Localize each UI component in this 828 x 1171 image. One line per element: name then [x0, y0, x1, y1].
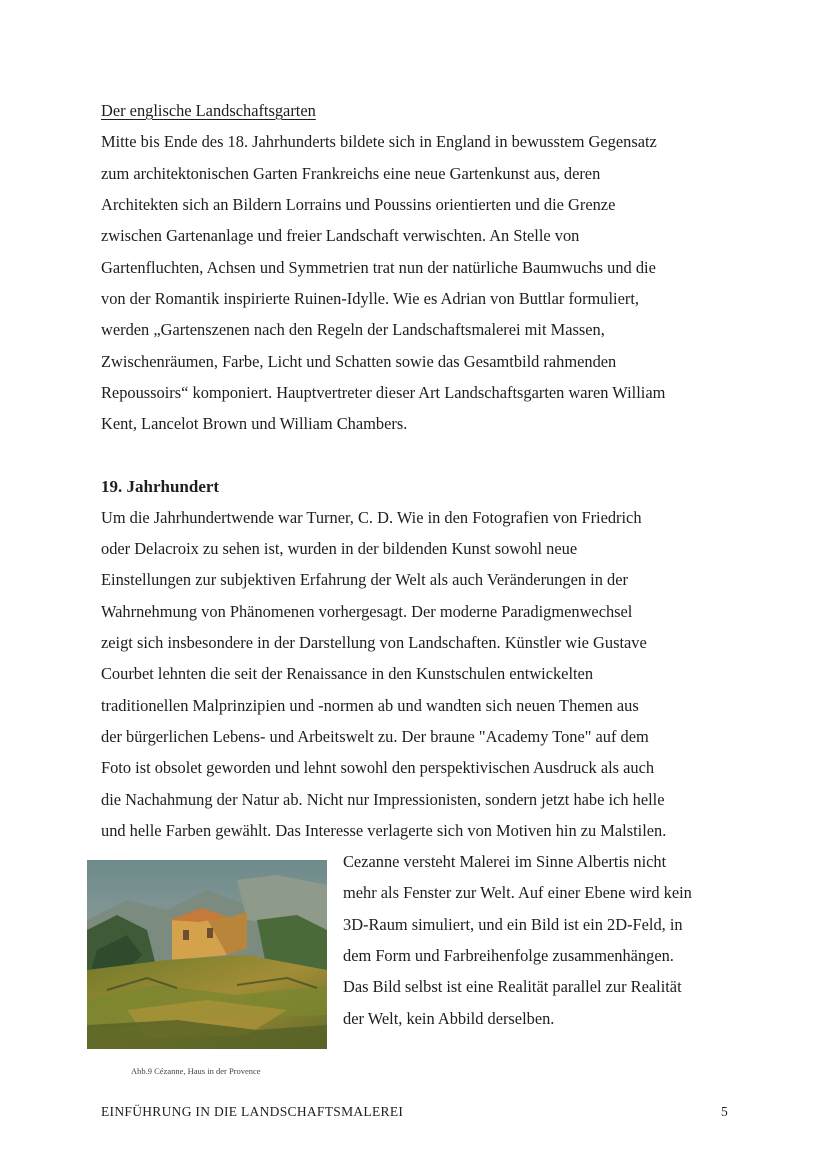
- section-heading-19th-century: 19. Jahrhundert: [101, 477, 220, 496]
- paragraph-line: Mitte bis Ende des 18. Jahrhunderts bildete sich in England in bewusstem Gegensatz: [101, 132, 657, 151]
- figure-text-line: Cezanne versteht Malerei im Sinne Albertis nicht: [343, 852, 667, 871]
- paragraph-line: die Nachahmung der Natur ab. Nicht nur Impressionisten, sondern jetzt habe ich helle: [101, 790, 665, 809]
- paragraph-line: Wahrnehmung von Phänomenen vorhergesagt. Der moderne Paradigmenwechsel: [101, 602, 633, 621]
- paragraph-line: zwischen Gartenanlage und freier Landschaft verwischten. An Stelle von: [101, 226, 580, 245]
- paragraph-line: Foto ist obsolet geworden und lehnt sowohl den perspektivischen Ausdruck als auch: [101, 758, 655, 777]
- paragraph-line: werden „Gartenszenen nach den Regeln der Landschaftsmalerei mit Massen,: [101, 320, 605, 339]
- paragraph-line: traditionellen Malprinzipien und -normen ab und wandten sich neuen Themen aus: [101, 696, 639, 715]
- figure-text-line: dem Form und Farbreihenfolge zusammenhängen.: [343, 946, 674, 965]
- figure-text-line: Das Bild selbst ist eine Realität parallel zur Realität: [343, 977, 682, 996]
- figure-text-line: der Welt, kein Abbild derselben.: [343, 1009, 555, 1028]
- paragraph-line: Kent, Lancelot Brown und William Chambers.: [101, 414, 408, 433]
- paragraph-line: von der Romantik inspirierte Ruinen-Idylle. Wie es Adrian von Buttlar formuliert,: [101, 289, 639, 308]
- page-number: 5: [721, 1104, 728, 1119]
- section-heading-landscape-garden: Der englische Landschaftsgarten: [101, 101, 316, 120]
- paragraph-line: Um die Jahrhundertwende war Turner, C. D. Wie in den Fotografien von Friedrich: [101, 508, 642, 527]
- paragraph-line: Gartenfluchten, Achsen und Symmetrien trat nun der natürliche Baumwuchs und die: [101, 258, 656, 277]
- paragraph-line: zum architektonischen Garten Frankreichs eine neue Gartenkunst aus, deren: [101, 164, 601, 183]
- paragraph-line: zeigt sich insbesondere in der Darstellung von Landschaften. Künstler wie Gustave: [101, 633, 647, 652]
- paragraph-line: Einstellungen zur subjektiven Erfahrung der Welt als auch Veränderungen in der: [101, 570, 628, 589]
- paragraph-line: Courbet lehnten die seit der Renaissance in den Kunstschulen entwickelten: [101, 664, 594, 683]
- paragraph-line: oder Delacroix zu sehen ist, wurden in der bildenden Kunst sowohl neue: [101, 539, 578, 558]
- paragraph-line: der bürgerlichen Lebens- und Arbeitswelt zu. Der braune "Academy Tone" auf dem: [101, 727, 649, 746]
- paragraph-line: Repoussoirs“ komponiert. Hauptvertreter dieser Art Landschaftsgarten waren William: [101, 383, 666, 402]
- paragraph-line: und helle Farben gewählt. Das Interesse verlagerte sich von Motiven hin zu Malstilen.: [101, 821, 667, 840]
- cezanne-painting-image: [87, 860, 327, 1049]
- figure-text-line: 3D-Raum simuliert, und ein Bild ist ein 2D-Feld, in: [343, 915, 683, 934]
- figure-caption: Abb.9 Cézanne, Haus in der Provence: [131, 1066, 261, 1076]
- footer-title: EINFÜHRUNG IN DIE LANDSCHAFTSMALEREI: [101, 1104, 404, 1119]
- figure-text-line: mehr als Fenster zur Welt. Auf einer Ebene wird kein: [343, 883, 692, 902]
- paragraph-line: Architekten sich an Bildern Lorrains und Poussins orientierten und die Grenze: [101, 195, 616, 214]
- paragraph-line: Zwischenräumen, Farbe, Licht und Schatten sowie das Gesamtbild rahmenden: [101, 352, 617, 371]
